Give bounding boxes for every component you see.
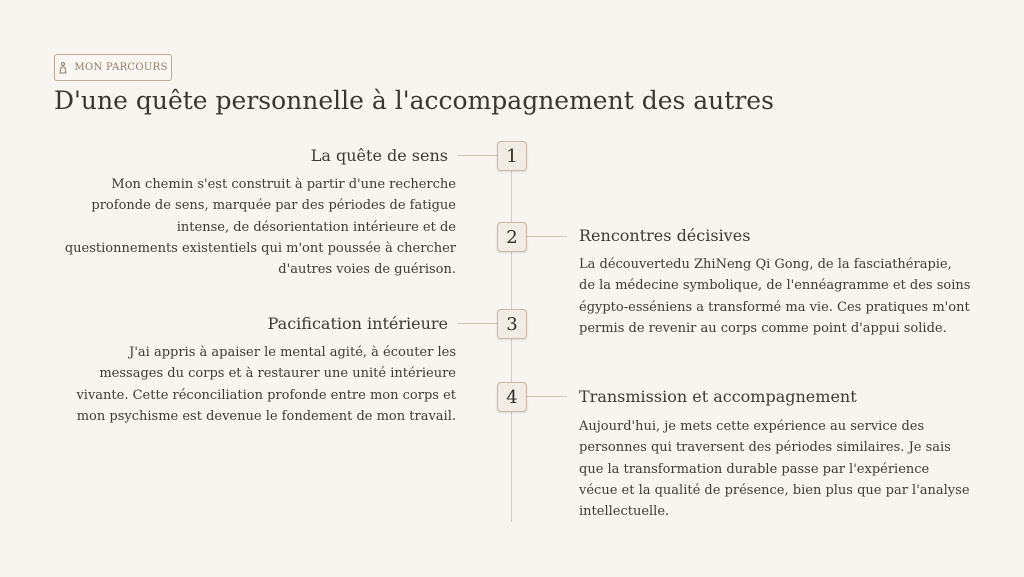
step-text-2: La découvertedu ZhiNeng Qi Gong, de la fasciathérapie, de la médecine symbolique, de l'ennéagramme et des soins égypto-esséniens a transformé ma vie. Ces pratiques m'ont permis de revenir au corps comme point d'appui solide. — [579, 257, 971, 336]
step-text-1: Mon chemin s'est construit à partir d'une recherche profonde de sens, marquée par des périodes de fatigue intense, de désorientation intérieure et de questionnements existentiels qui m'ont poussée à chercher d'autres voies de guérison. — [64, 177, 456, 278]
connector-line — [527, 396, 567, 397]
step-title-3: Pacification intérieure — [267, 314, 448, 333]
connector-line — [527, 236, 567, 237]
page-title: D'une quête personnelle à l'accompagnement des autres — [54, 86, 774, 115]
step-text-4: Aujourd'hui, je mets cette expérience au service des personnes qui traversent des périodes similaires. Je sais que la transformation durable passe par l'expérience vécue et la qualité de présence, bien plus que par l'analyse intellectuelle. — [579, 419, 970, 520]
connector-line — [458, 323, 498, 324]
step-text-3: J'ai appris à apaiser le mental agité, à écouter les messages du corps et à restaurer une unité intérieure vivante. Cette réconciliation profonde entre mon corps et mon psychisme est devenue le fondement de mon travail. — [76, 345, 456, 424]
step-title-4: Transmission et accompagnement — [579, 387, 857, 406]
section-badge — [54, 54, 172, 81]
step-number-1: 1 — [497, 141, 527, 171]
badge-label: MON PARCOURS — [74, 62, 168, 73]
step-title-2: Rencontres décisives — [579, 226, 751, 245]
step-title-1: La quête de sens — [310, 146, 448, 165]
step-number-2: 2 — [497, 222, 527, 252]
connector-line — [458, 155, 498, 156]
figure-icon — [58, 62, 68, 74]
step-number-3: 3 — [497, 309, 527, 339]
step-number-4: 4 — [497, 382, 527, 412]
